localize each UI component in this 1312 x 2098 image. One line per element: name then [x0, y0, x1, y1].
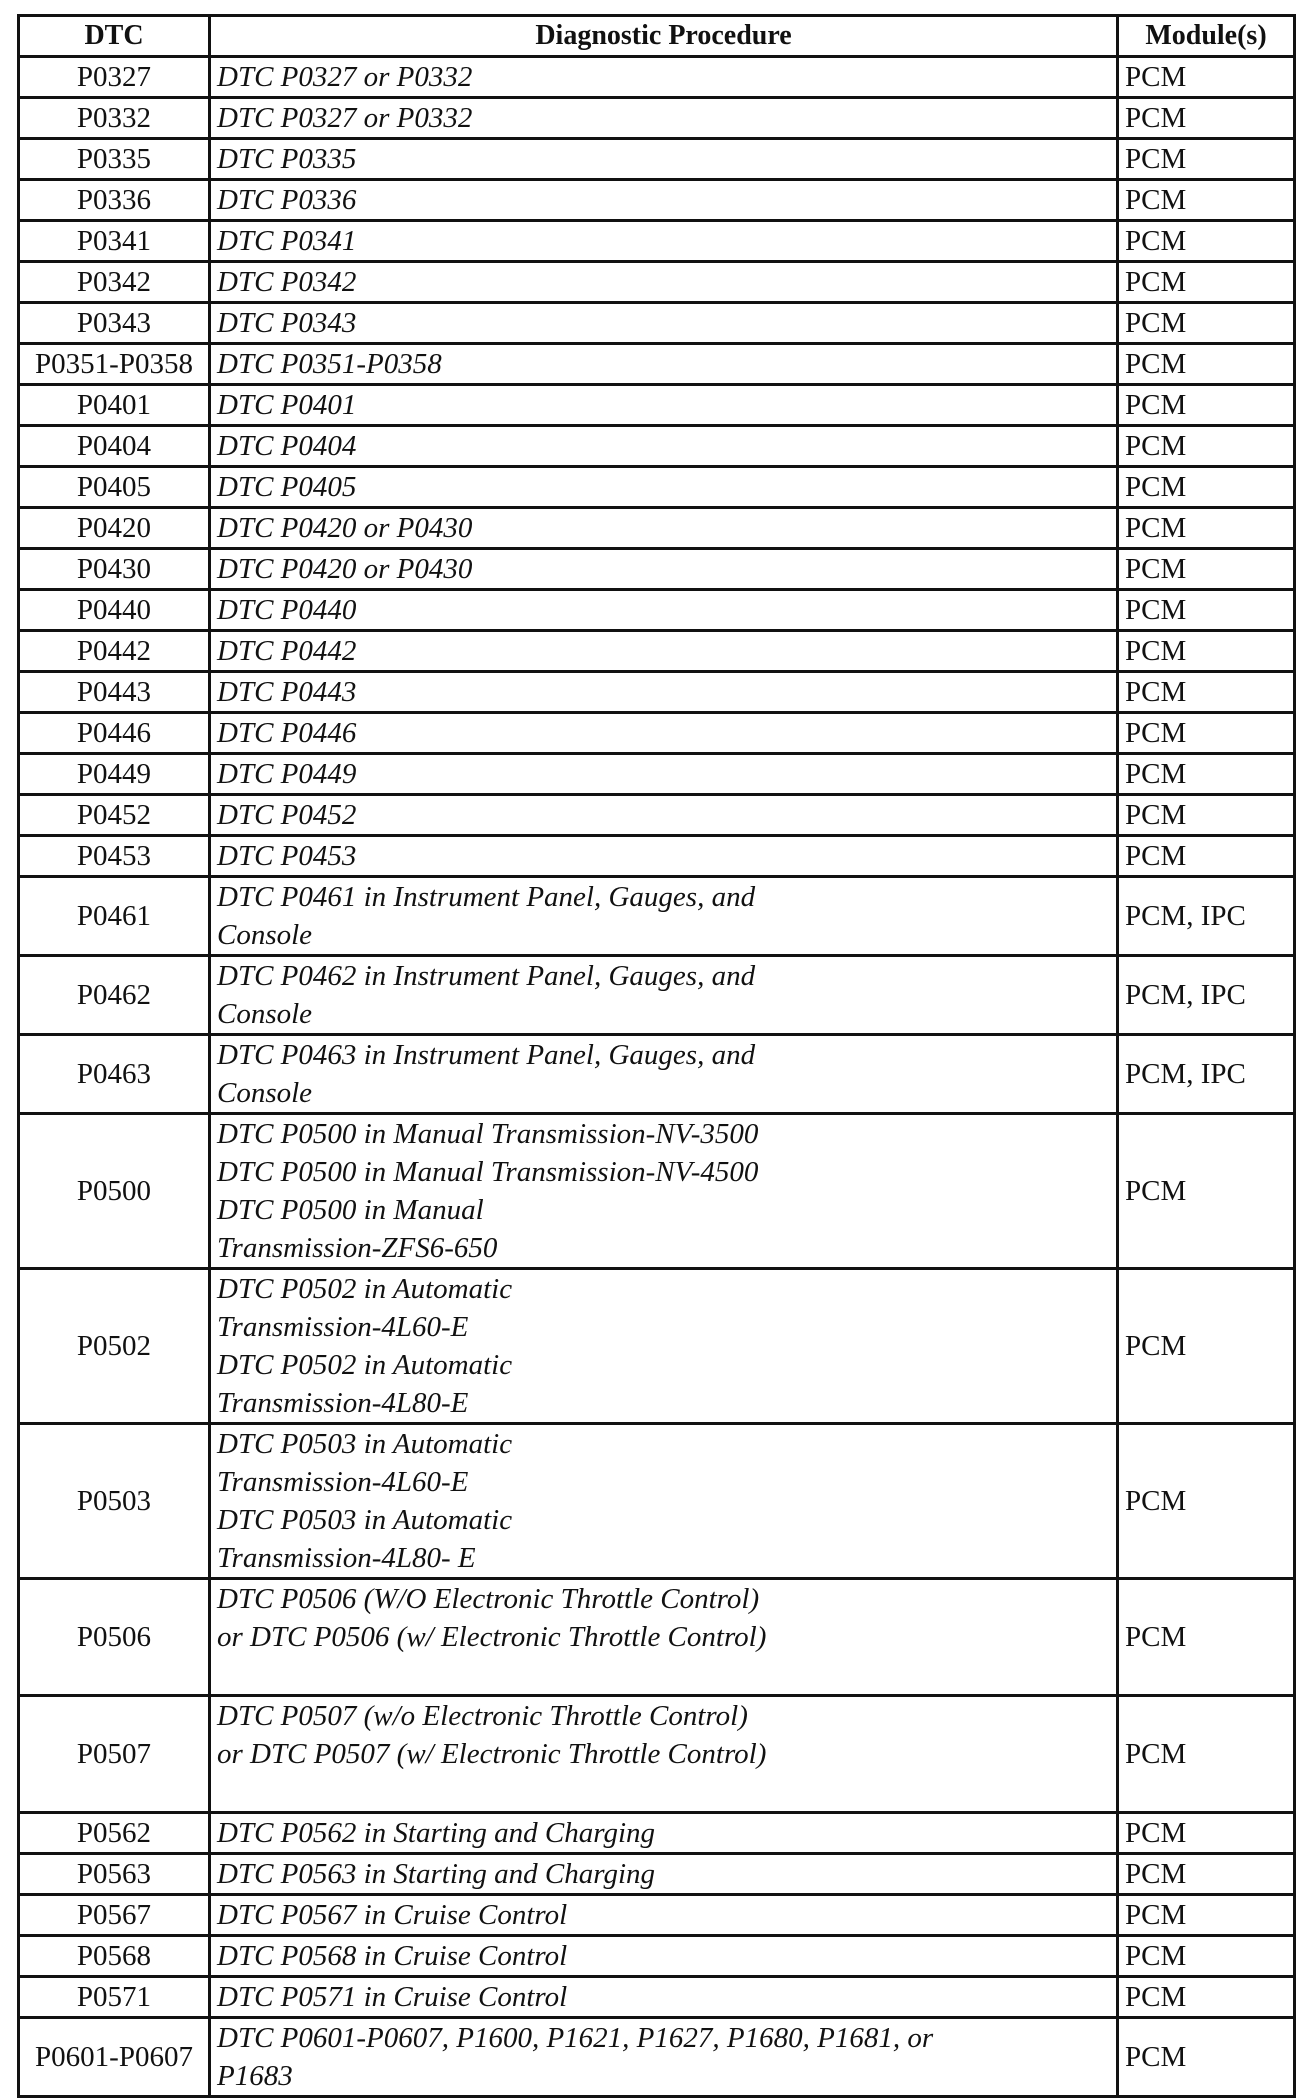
procedure-line: DTC P0500 in Manual	[217, 1194, 484, 1226]
procedure-line: Console	[217, 919, 313, 951]
procedure-line: DTC P0341	[217, 225, 357, 257]
table-row	[19, 508, 1295, 549]
module-list: PCM	[1118, 1977, 1295, 2018]
procedure-line: DTC P0342	[217, 266, 357, 298]
table-header	[19, 16, 1295, 57]
procedure-line: DTC P0443	[217, 676, 357, 708]
module-list: PCM	[1118, 631, 1295, 672]
procedure-line: or DTC P0506 (w/ Electronic Throttle Control)	[217, 1621, 767, 1653]
module-list: PCM	[1118, 98, 1295, 139]
dtc-code: P0351-P0358	[19, 344, 210, 385]
procedure-line: DTC P0463 in Instrument Panel, Gauges, and	[217, 1039, 756, 1071]
diagnostic-procedure	[210, 221, 1118, 262]
table-row	[19, 98, 1295, 139]
dtc-code: P0336	[19, 180, 210, 221]
diagnostic-procedure	[210, 795, 1118, 836]
module-list: PCM	[1118, 713, 1295, 754]
header-diagnostic-procedure: Diagnostic Procedure	[210, 16, 1118, 57]
module-list: PCM	[1118, 385, 1295, 426]
table-row	[19, 139, 1295, 180]
dtc-table	[17, 14, 1296, 2098]
module-list: PCM	[1118, 836, 1295, 877]
table-body	[19, 57, 1295, 2097]
dtc-code: P0463	[19, 1035, 210, 1114]
module-list: PCM	[1118, 221, 1295, 262]
diagnostic-procedure	[210, 713, 1118, 754]
procedure-line: P1683	[217, 2060, 293, 2092]
module-list: PCM, IPC	[1118, 1035, 1295, 1114]
procedure-line: Transmission-4L80-E	[217, 1387, 469, 1419]
table-row	[19, 1114, 1295, 1269]
table-row	[19, 956, 1295, 1035]
procedure-line: DTC P0571 in Cruise Control	[217, 1981, 568, 2013]
procedure-line: Console	[217, 998, 313, 1030]
dtc-code: P0430	[19, 549, 210, 590]
module-list: PCM	[1118, 795, 1295, 836]
dtc-code: P0420	[19, 508, 210, 549]
diagnostic-procedure	[210, 180, 1118, 221]
procedure-line: DTC P0351-P0358	[217, 348, 442, 380]
dtc-code: P0446	[19, 713, 210, 754]
table-row	[19, 385, 1295, 426]
dtc-code: P0562	[19, 1813, 210, 1854]
procedure-line: DTC P0343	[217, 307, 357, 339]
module-list: PCM	[1118, 57, 1295, 98]
procedure-line: DTC P0500 in Manual Transmission-NV-3500	[217, 1118, 759, 1150]
procedure-line: DTC P0420 or P0430	[217, 512, 473, 544]
procedure-line: DTC P0442	[217, 635, 357, 667]
module-list: PCM	[1118, 1579, 1295, 1696]
diagnostic-procedure	[210, 2018, 1118, 2097]
header-modules: Module(s)	[1118, 16, 1295, 57]
table-row	[19, 1936, 1295, 1977]
module-list: PCM	[1118, 1424, 1295, 1579]
dtc-code: P0404	[19, 426, 210, 467]
diagnostic-procedure	[210, 467, 1118, 508]
diagnostic-procedure	[210, 98, 1118, 139]
diagnostic-procedure	[210, 631, 1118, 672]
dtc-code: P0452	[19, 795, 210, 836]
table-row	[19, 1269, 1295, 1424]
table-row	[19, 631, 1295, 672]
diagnostic-procedure	[210, 877, 1118, 956]
header-dtc: DTC	[19, 16, 210, 57]
procedure-line: DTC P0500 in Manual Transmission-NV-4500	[217, 1156, 759, 1188]
dtc-code: P0342	[19, 262, 210, 303]
dtc-code: P0401	[19, 385, 210, 426]
dtc-code: P0502	[19, 1269, 210, 1424]
diagnostic-procedure	[210, 590, 1118, 631]
module-list: PCM	[1118, 467, 1295, 508]
diagnostic-procedure	[210, 672, 1118, 713]
procedure-line	[217, 1656, 1110, 1694]
procedure-line: DTC P0453	[217, 840, 357, 872]
procedure-line: DTC P0452	[217, 799, 357, 831]
table-row	[19, 262, 1295, 303]
diagnostic-procedure	[210, 1424, 1118, 1579]
procedure-line: DTC P0568 in Cruise Control	[217, 1940, 568, 1972]
dtc-code: P0332	[19, 98, 210, 139]
table-row	[19, 1977, 1295, 2018]
table-row	[19, 713, 1295, 754]
dtc-code: P0568	[19, 1936, 210, 1977]
module-list: PCM	[1118, 1895, 1295, 1936]
procedure-line: DTC P0440	[217, 594, 357, 626]
diagnostic-procedure	[210, 1035, 1118, 1114]
table-row	[19, 221, 1295, 262]
table-row	[19, 795, 1295, 836]
procedure-line: DTC P0449	[217, 758, 357, 790]
procedure-line: DTC P0503 in Automatic	[217, 1428, 513, 1460]
diagnostic-procedure	[210, 57, 1118, 98]
procedure-line: DTC P0601-P0607, P1600, P1621, P1627, P1680, P1681, or	[217, 2022, 934, 2054]
procedure-line: DTC P0327 or P0332	[217, 61, 473, 93]
diagnostic-procedure	[210, 426, 1118, 467]
module-list: PCM	[1118, 262, 1295, 303]
module-list: PCM, IPC	[1118, 956, 1295, 1035]
module-list: PCM	[1118, 303, 1295, 344]
dtc-code: P0461	[19, 877, 210, 956]
procedure-line: DTC P0562 in Starting and Charging	[217, 1817, 656, 1849]
diagnostic-procedure	[210, 139, 1118, 180]
table-row	[19, 590, 1295, 631]
procedure-line: Transmission-4L80- E	[217, 1542, 476, 1574]
module-list: PCM	[1118, 139, 1295, 180]
table-row	[19, 1035, 1295, 1114]
dtc-code: P0443	[19, 672, 210, 713]
dtc-code: P0563	[19, 1854, 210, 1895]
diagnostic-procedure	[210, 1114, 1118, 1269]
module-list: PCM	[1118, 508, 1295, 549]
table-row	[19, 1813, 1295, 1854]
dtc-code: P0335	[19, 139, 210, 180]
table-row	[19, 549, 1295, 590]
table-row	[19, 754, 1295, 795]
procedure-line: DTC P0563 in Starting and Charging	[217, 1858, 656, 1890]
diagnostic-procedure	[210, 956, 1118, 1035]
module-list: PCM	[1118, 1114, 1295, 1269]
module-list: PCM	[1118, 754, 1295, 795]
module-list: PCM	[1118, 1854, 1295, 1895]
module-list: PCM	[1118, 672, 1295, 713]
procedure-line: or DTC P0507 (w/ Electronic Throttle Control)	[217, 1738, 767, 1770]
module-list: PCM	[1118, 1269, 1295, 1424]
diagnostic-procedure	[210, 1977, 1118, 2018]
diagnostic-procedure	[210, 262, 1118, 303]
procedure-line: DTC P0336	[217, 184, 357, 216]
dtc-code: P0507	[19, 1696, 210, 1813]
module-list: PCM	[1118, 1813, 1295, 1854]
procedure-line: DTC P0567 in Cruise Control	[217, 1899, 568, 1931]
table-row	[19, 1579, 1295, 1696]
procedure-line: DTC P0507 (w/o Electronic Throttle Control)	[217, 1700, 748, 1732]
table-row	[19, 877, 1295, 956]
diagnostic-procedure	[210, 508, 1118, 549]
module-list: PCM	[1118, 1696, 1295, 1813]
dtc-code: P0405	[19, 467, 210, 508]
procedure-line: DTC P0401	[217, 389, 357, 421]
procedure-line	[217, 1773, 1110, 1811]
diagnostic-procedure	[210, 385, 1118, 426]
header-row	[19, 16, 1295, 57]
procedure-line: DTC P0462 in Instrument Panel, Gauges, and	[217, 960, 756, 992]
diagnostic-procedure	[210, 1269, 1118, 1424]
table-row	[19, 836, 1295, 877]
procedure-line: DTC P0405	[217, 471, 357, 503]
table-row	[19, 672, 1295, 713]
procedure-line: DTC P0502 in Automatic	[217, 1273, 513, 1305]
dtc-code: P0343	[19, 303, 210, 344]
dtc-code: P0462	[19, 956, 210, 1035]
diagnostic-procedure	[210, 754, 1118, 795]
procedure-line: DTC P0335	[217, 143, 357, 175]
diagnostic-procedure	[210, 1813, 1118, 1854]
dtc-code: P0500	[19, 1114, 210, 1269]
dtc-code: P0341	[19, 221, 210, 262]
module-list: PCM	[1118, 549, 1295, 590]
procedure-line: DTC P0461 in Instrument Panel, Gauges, and	[217, 881, 756, 913]
diagnostic-procedure	[210, 836, 1118, 877]
dtc-code: P0567	[19, 1895, 210, 1936]
diagnostic-procedure	[210, 1579, 1118, 1696]
module-list: PCM	[1118, 2018, 1295, 2097]
table-row	[19, 1696, 1295, 1813]
procedure-line: DTC P0327 or P0332	[217, 102, 473, 134]
module-list: PCM	[1118, 1936, 1295, 1977]
table-row	[19, 57, 1295, 98]
dtc-code: P0440	[19, 590, 210, 631]
procedure-line: DTC P0502 in Automatic	[217, 1349, 513, 1381]
procedure-line: Console	[217, 1077, 313, 1109]
dtc-code: P0506	[19, 1579, 210, 1696]
diagnostic-procedure	[210, 1854, 1118, 1895]
procedure-line: Transmission-4L60-E	[217, 1466, 469, 1498]
module-list: PCM, IPC	[1118, 877, 1295, 956]
table-row	[19, 426, 1295, 467]
module-list: PCM	[1118, 590, 1295, 631]
diagnostic-procedure	[210, 344, 1118, 385]
table-row	[19, 180, 1295, 221]
table-row	[19, 2018, 1295, 2097]
table-row	[19, 1895, 1295, 1936]
dtc-code: P0571	[19, 1977, 210, 2018]
table-row	[19, 1424, 1295, 1579]
procedure-line: DTC P0420 or P0430	[217, 553, 473, 585]
diagnostic-procedure	[210, 549, 1118, 590]
table-row	[19, 303, 1295, 344]
procedure-line: DTC P0446	[217, 717, 357, 749]
dtc-code: P0327	[19, 57, 210, 98]
dtc-code: P0449	[19, 754, 210, 795]
procedure-line: DTC P0506 (W/O Electronic Throttle Control)	[217, 1583, 760, 1615]
dtc-code: P0601-P0607	[19, 2018, 210, 2097]
procedure-line: Transmission-ZFS6-650	[217, 1232, 498, 1264]
dtc-code: P0453	[19, 836, 210, 877]
diagnostic-procedure	[210, 1936, 1118, 1977]
procedure-line: DTC P0404	[217, 430, 357, 462]
module-list: PCM	[1118, 426, 1295, 467]
diagnostic-procedure	[210, 1696, 1118, 1813]
table-row	[19, 344, 1295, 385]
table-row	[19, 1854, 1295, 1895]
dtc-code: P0442	[19, 631, 210, 672]
module-list: PCM	[1118, 344, 1295, 385]
dtc-code: P0503	[19, 1424, 210, 1579]
diagnostic-procedure	[210, 1895, 1118, 1936]
table-row	[19, 467, 1295, 508]
diagnostic-procedure	[210, 303, 1118, 344]
module-list: PCM	[1118, 180, 1295, 221]
procedure-line: DTC P0503 in Automatic	[217, 1504, 513, 1536]
procedure-line: Transmission-4L60-E	[217, 1311, 469, 1343]
